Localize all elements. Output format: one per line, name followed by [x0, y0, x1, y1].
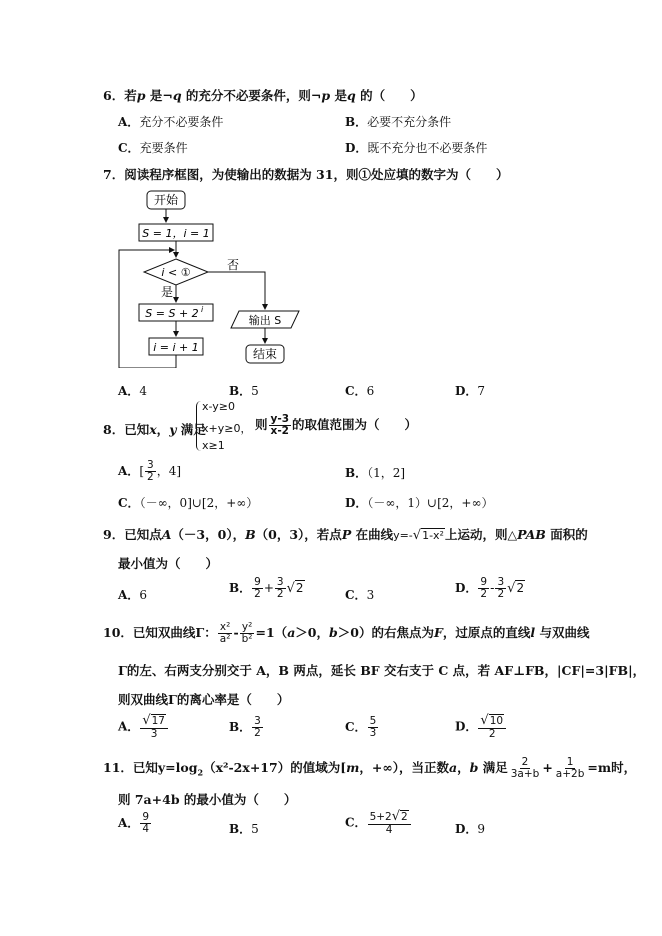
question-10-stem-line3: 则双曲线Γ的离心率是（ ）	[118, 692, 290, 707]
inequality-3: x≥1	[202, 439, 225, 452]
fraction: $\frac{3}{2}$	[276, 576, 284, 601]
q11-option-c[interactable]: C． $\frac{5+2√2}{4}$	[345, 810, 412, 836]
question-10-stem-line2: Γ的左、右两支分别交于 A，B 两点，延长 BF 交右支于 C 点，若 AF⊥FB，|CF|=3|FB|，	[118, 663, 646, 678]
flow-end-label: 结束	[252, 347, 278, 361]
question-number: 11．	[103, 760, 133, 776]
fraction: $\frac{9}{2}$	[254, 576, 261, 601]
q10-option-d[interactable]: D． $\frac{√10}{2}$	[455, 714, 507, 740]
square-root: √10	[480, 713, 504, 728]
square-root: √17	[142, 713, 165, 728]
q11-option-a[interactable]: A． $\frac{9}{4}$	[118, 811, 149, 836]
q10-option-b[interactable]: B． $\frac{3}{2}$	[229, 715, 261, 740]
fraction: $\frac{3}{2}$	[147, 459, 154, 484]
flow-arrow-no	[208, 272, 265, 309]
q6-option-b[interactable]: B．必要不充分条件	[345, 115, 452, 129]
fraction: $\frac{y-3}{x-2}$	[270, 413, 290, 438]
q9-option-d[interactable]: D． $\frac{9}{2}$ - $\frac{3}{2}$ √2	[455, 576, 525, 601]
inequality-system-brace	[196, 401, 201, 451]
fraction: $\frac{√10}{2}$	[478, 714, 506, 740]
question-number: 6．	[103, 88, 125, 103]
q7-option-c[interactable]: C．6	[345, 384, 375, 398]
flow-update-s-label: S = S + 2	[145, 307, 199, 320]
question-8-stem: 8．已知x，y 满足	[103, 422, 206, 437]
q8-expression: 则 $\frac{y-3}{x-2}$ 的取值范围为（ ）	[255, 413, 418, 438]
square-root: √2	[391, 809, 408, 824]
q8-option-d[interactable]: D．（－∞，1）∪[2，+∞）	[345, 496, 494, 510]
fraction: $\frac{5}{3}$	[369, 715, 377, 740]
q8-option-c[interactable]: C．（－∞，0]∪[2，+∞）	[118, 496, 259, 510]
question-9-stem: 9．已知点A（－3，0），B（0，3），若点P 在曲线y=-√1-x²上运动，则△PAB 面积的	[103, 527, 588, 543]
question-6-stem: 6．若p 是¬q 的充分不必要条件，则¬p 是q 的（ ）	[103, 88, 423, 103]
flow-no-label: 否	[227, 258, 240, 272]
q6-option-a[interactable]: A．充分不必要条件	[118, 115, 224, 129]
flow-update-s-exponent: i	[201, 305, 204, 314]
q8-option-a[interactable]: A．[ $\frac{3}{2}$ ，4]	[118, 459, 182, 484]
square-root: √2	[507, 581, 525, 597]
fraction: $\frac{9}{4}$	[142, 811, 149, 836]
q6-option-d[interactable]: D．既不充分也不必要条件	[345, 141, 488, 155]
question-7-stem: 7．阅读程序框图，为使输出的数据为 31，则①处应填的数字为（ ）	[103, 167, 509, 182]
question-number: 7．	[103, 167, 125, 182]
flow-update-i-label: i = i + 1	[153, 341, 199, 354]
q10-option-c[interactable]: C． $\frac{5}{3}$	[345, 715, 377, 740]
fraction: $\frac{3}{2}$	[497, 576, 505, 601]
q7-option-a[interactable]: A．4	[118, 384, 147, 398]
fraction: $\frac{√17}{3}$	[140, 714, 168, 740]
flow-init-label: S = 1，i = 1	[142, 227, 210, 240]
flow-start-label: 开始	[153, 193, 179, 207]
q8-option-b[interactable]: B．（1，2]	[345, 466, 406, 480]
q11-option-d[interactable]: D．9	[455, 822, 486, 836]
q9-option-a[interactable]: A．6	[118, 588, 147, 602]
question-number: 9．	[103, 527, 125, 542]
question-9-stem-line2: 最小值为（ ）	[118, 556, 219, 571]
fraction: $\frac{3}{2}$	[254, 715, 261, 740]
q7-option-b[interactable]: B．5	[229, 384, 259, 398]
fraction: $\frac{2}{3a+b}$	[510, 756, 540, 781]
fraction: $\frac{1}{a+2b}$	[555, 756, 585, 781]
q11-option-b[interactable]: B．5	[229, 822, 259, 836]
q9-option-c[interactable]: C．3	[345, 588, 375, 602]
flow-yes-label: 是	[161, 285, 174, 299]
program-flowchart	[105, 188, 305, 368]
q10-option-a[interactable]: A． $\frac{√17}{3}$	[118, 714, 169, 740]
fraction: $\frac{\text{y²}}{\text{b²}}$	[241, 621, 253, 646]
square-root: √1-x²	[412, 528, 444, 543]
q7-option-d[interactable]: D．7	[455, 384, 486, 398]
fraction: $\frac{9}{2}$	[480, 576, 488, 601]
fraction: $\frac{5+2√2}{4}$	[368, 810, 411, 836]
question-number: 8．	[103, 422, 125, 437]
fraction: $\frac{\text{x²}}{\text{a²}}$	[219, 621, 231, 646]
q9-option-b[interactable]: B． $\frac{9}{2}$ + $\frac{3}{2}$ √2	[229, 576, 304, 601]
question-10-stem: 10．已知双曲线Γ： $\frac{\text{x²}}{\text{a²}}$ - $\frac{\text{y²}}{\text{b²}}$ =1（a＞0，b＞0）的右焦点为F，过原点的直线l 与双曲线	[103, 621, 590, 646]
flow-condition-label: i < ①	[161, 266, 191, 279]
inequality-1: x-y≥0	[202, 400, 236, 413]
q6-option-c[interactable]: C．充要条件	[118, 141, 188, 155]
square-root: √2	[286, 581, 304, 597]
question-11-stem: 11．已知$y=\log_2(x^2-2x+17)$的值域为[m，+∞），当正数a，b 满足 $\frac{2}{3a+b}$ + $\frac{1}{a+2b}$ =m时，	[103, 756, 637, 781]
inequality-2: x+y≥0，	[202, 422, 252, 435]
question-11-stem-line2: 则 7a+4b 的最小值为（ ）	[118, 792, 297, 807]
flow-output-label: 输出 S	[248, 314, 282, 327]
question-number: 10．	[103, 625, 133, 641]
